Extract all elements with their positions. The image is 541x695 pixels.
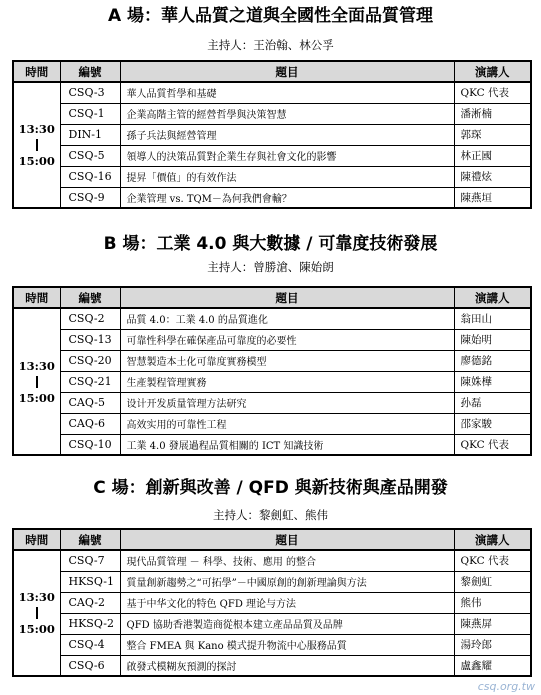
session-code: CSQ-16 [60,166,120,187]
table-row [13,103,531,124]
table-row [13,371,531,392]
time-range [13,82,60,208]
session-speaker: 湯玲郎 [454,634,531,655]
schedule-table-b [12,286,532,456]
table-row [13,655,531,676]
session-code: CAQ-6 [60,413,120,434]
time-separator [36,607,38,619]
header-topic: 題目 [120,529,454,550]
session-speaker: 陳禮炫 [454,166,531,187]
session-speaker: 黎劍虹 [454,571,531,592]
time-end: 15:00 [18,622,55,636]
session-topic: 企業高階主管的經營哲學與決策智慧 [120,103,454,124]
session-topic: 品質 4.0：工業 4.0 的品質進化 [120,308,454,329]
session-code: HKSQ-2 [60,613,120,634]
session-code: CSQ-7 [60,550,120,571]
session-topic: 質量創新趨勢之“可拓學”－中國原創的創新理論與方法 [120,571,454,592]
time-separator [36,139,38,151]
section-a-host: 主持人：王治翰、林公孚 [207,38,334,52]
session-topic: 生產製程管理實務 [120,371,454,392]
time-start: 13:30 [18,122,55,136]
header-topic: 題目 [120,61,454,82]
table-row [13,613,531,634]
session-topic: 孫子兵法與經營管理 [120,124,454,145]
session-topic: 啟發式模糊灰預測的探討 [120,655,454,676]
session-code: CSQ-6 [60,655,120,676]
session-code: CSQ-1 [60,103,120,124]
section-c-title: C 場：創新與改善 / QFD 與新技術與產品開發 [93,478,448,498]
session-topic: 提昇「價值」的有效作法 [120,166,454,187]
session-topic: 現代品質管理 － 科學、技術、應用 的整合 [120,550,454,571]
session-topic: 整合 FMEA 與 Kano 模式提升物流中心服務品質 [120,634,454,655]
session-speaker: 邵家駿 [454,413,531,434]
session-code: CSQ-3 [60,82,120,103]
session-code: CSQ-13 [60,329,120,350]
table-row [13,434,531,455]
section-a [0,6,541,52]
session-speaker: 陳燕屏 [454,613,531,634]
session-code: CAQ-5 [60,392,120,413]
table-row [13,308,531,329]
table-header-row [13,287,531,308]
table-row [13,166,531,187]
session-topic: 基于中华文化的特色 QFD 理论与方法 [120,592,454,613]
table-row [13,413,531,434]
table-row [13,592,531,613]
session-speaker: 陳姝樺 [454,371,531,392]
session-topic: 设计开发质量管理方法研究 [120,392,454,413]
session-code: HKSQ-1 [60,571,120,592]
table-header-row [13,61,531,82]
header-time: 時間 [13,61,60,82]
table-row [13,634,531,655]
session-speaker: QKC 代表 [454,434,531,455]
session-topic: 華人品質哲學和基礎 [120,82,454,103]
site-watermark: csq.org.tw [477,680,535,693]
session-speaker: QKC 代表 [454,82,531,103]
section-a-title: A 場：華人品質之道與全國性全面品質管理 [107,6,434,26]
header-speaker: 演講人 [454,61,531,82]
time-start: 13:30 [18,358,55,373]
table-row [13,145,531,166]
header-topic: 題目 [120,287,454,308]
session-code: CSQ-2 [60,308,120,329]
session-code: CSQ-9 [60,187,120,208]
table-row [13,82,531,103]
header-time: 時間 [13,529,60,550]
session-speaker: 陳始明 [454,329,531,350]
time-range [13,550,60,676]
table-row [13,392,531,413]
section-c [0,478,541,522]
session-speaker: 廖德銘 [454,350,531,371]
session-code: CSQ-5 [60,145,120,166]
table-row [13,124,531,145]
session-topic: 企業管理 vs. TQM－為何我們會輸？ [120,187,454,208]
session-code: CSQ-10 [60,434,120,455]
session-speaker: 盧鑫耀 [454,655,531,676]
time-end: 15:00 [18,154,55,168]
table-row [13,187,531,208]
session-speaker: 孙磊 [454,392,531,413]
session-code: CSQ-21 [60,371,120,392]
header-code: 編號 [60,287,120,308]
session-speaker: 郭琛 [454,124,531,145]
session-topic: QFD 協助香港製造商從根本建立產品品質及品牌 [120,613,454,634]
table-header-row [13,529,531,550]
time-separator [36,376,38,388]
header-time: 時間 [13,287,60,308]
section-c-host: 主持人：黎劍虹、熊伟 [213,508,328,522]
header-code: 編號 [60,61,120,82]
section-b [0,234,541,274]
session-topic: 智慧製造本土化可靠度實務模型 [120,350,454,371]
section-b-title: B 場：工業 4.0 與大數據 / 可靠度技術發展 [103,234,438,254]
time-range [13,308,60,455]
session-code: CSQ-4 [60,634,120,655]
session-code: CAQ-2 [60,592,120,613]
session-code: DIN-1 [60,124,120,145]
section-b-host: 主持人：曾勝滄、陳始朗 [207,260,334,274]
header-speaker: 演講人 [454,287,531,308]
table-row [13,550,531,571]
header-speaker: 演講人 [454,529,531,550]
header-code: 編號 [60,529,120,550]
session-speaker: 翁田山 [454,308,531,329]
session-speaker: 林正國 [454,145,531,166]
table-row [13,350,531,371]
session-speaker: QKC 代表 [454,550,531,571]
session-code: CSQ-20 [60,350,120,371]
session-speaker: 熊伟 [454,592,531,613]
session-topic: 領導人的決策品質對企業生存與社會文化的影響 [120,145,454,166]
session-speaker: 潘淅楠 [454,103,531,124]
table-row [13,571,531,592]
schedule-table-c [12,528,532,677]
session-topic: 可靠性科學在確保產品可靠度的必要性 [120,329,454,350]
schedule-table-a [12,60,532,209]
time-start: 13:30 [18,590,55,604]
session-topic: 工業 4.0 發展過程品質相關的 ICT 知識技術 [120,434,454,455]
time-end: 15:00 [18,390,55,405]
session-topic: 高效实用的可靠性工程 [120,413,454,434]
session-speaker: 陳燕垣 [454,187,531,208]
table-row [13,329,531,350]
